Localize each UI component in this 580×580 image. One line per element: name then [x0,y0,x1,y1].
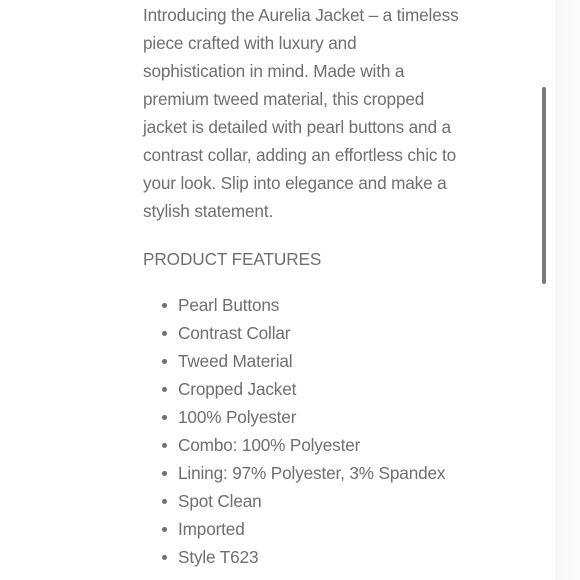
feature-label: Contrast Collar [178,323,291,343]
bullet-icon [162,303,167,308]
feature-label: 100% Polyester [178,407,297,427]
feature-label: Imported [178,519,245,539]
product-details [143,0,463,571]
feature-label: Cropped Jacket [178,379,297,399]
feature-label: Combo: 100% Polyester [178,435,361,455]
feature-label: Style T623 [178,547,259,567]
bullet-icon [162,527,167,532]
side-panel [555,0,580,580]
list-item [143,431,463,459]
feature-label: Pearl Buttons [178,295,280,315]
list-item [143,543,463,571]
bullet-icon [162,499,167,504]
list-item [143,375,463,403]
product-description: Introducing the Aurelia Jacket – a timeless piece crafted with luxury and sophistication in mind. Made with a premium tweed material, this cropped jacket is detailed with pearl buttons and a contrast collar, adding an effortless chic to your look. Slip into elegance and make a stylish statement. [143,5,459,221]
feature-label: Lining: 97% Polyester, 3% Spandex [178,463,446,483]
bullet-icon [162,443,167,448]
bullet-icon [162,359,167,364]
list-item [143,319,463,347]
feature-label: Spot Clean [178,491,262,511]
list-item [143,347,463,375]
bullet-icon [162,331,167,336]
list-item [143,515,463,543]
bullet-icon [162,415,167,420]
feature-list [143,291,463,571]
scrollbar[interactable] [540,0,550,580]
bullet-icon [162,387,167,392]
list-item [143,403,463,431]
list-item [143,487,463,515]
scrollbar-thumb[interactable] [542,87,546,284]
list-item [143,291,463,319]
features-heading: PRODUCT FEATURES [143,249,322,269]
list-item [143,459,463,487]
feature-label: Tweed Material [178,351,293,371]
bullet-icon [162,555,167,560]
bullet-icon [162,471,167,476]
